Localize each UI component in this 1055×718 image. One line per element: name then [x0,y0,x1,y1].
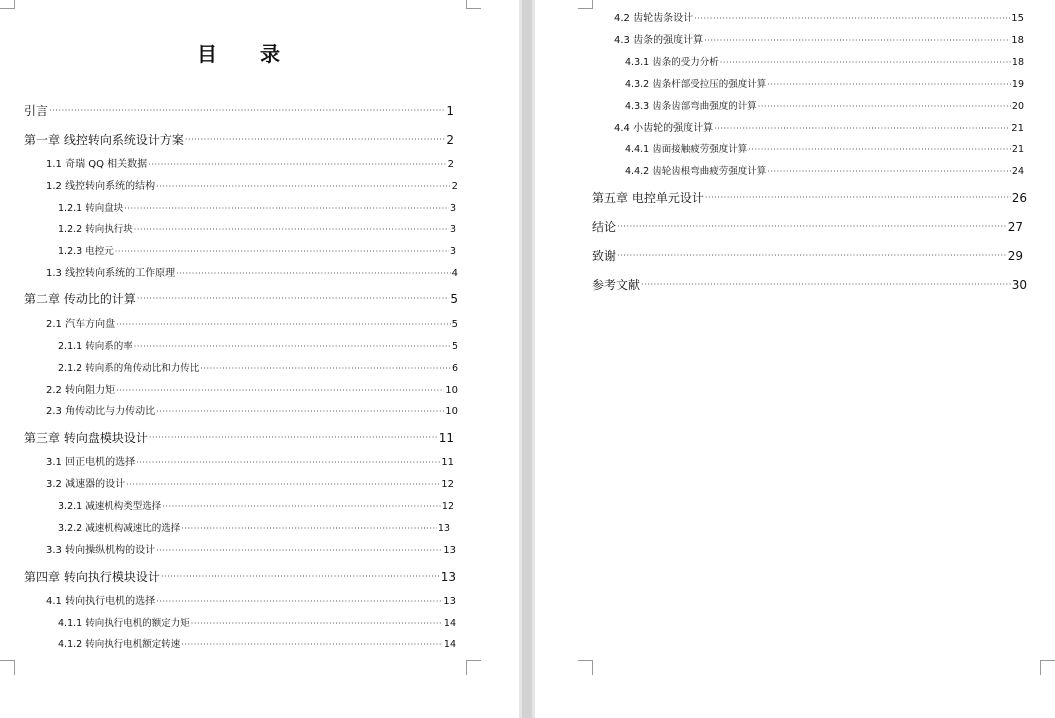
toc-leader-dots [176,266,451,282]
toc-leader-dots [156,404,444,420]
toc-entry-page: 21 [1011,144,1024,155]
toc-entry[interactable] [614,121,1024,137]
toc-entry[interactable] [24,103,454,119]
toc-entry[interactable] [46,477,454,493]
toc-leader-dots [136,455,440,471]
toc-entry-page: 18 [1011,35,1024,46]
toc-entry[interactable] [24,430,454,446]
toc-entry[interactable] [58,339,458,355]
toc-entry[interactable] [46,317,458,333]
toc-entry-page: 3 [449,203,456,214]
toc-entry-page: 4 [451,268,458,279]
toc-entry-label: 1.2.3 电控元 [58,246,114,257]
toc-entry-label: 2.1.1 转向系的率 [58,341,133,352]
page-corner-mark [578,0,593,9]
toc-entry-label: 4.1.1 转向执行电机的额定力矩 [58,618,190,629]
toc-entry-label: 1.2 线控转向系统的结构 [46,181,156,192]
toc-title: 目 录 [197,42,298,66]
toc-entry-page: 30 [1011,278,1027,292]
toc-entry-page: 10 [445,385,458,396]
toc-entry-label: 2.3 角传动比与力传动比 [46,406,156,417]
toc-entry-label: 第一章 线控转向系统设计方案 [24,133,184,147]
toc-entry[interactable] [58,222,456,238]
toc-entry[interactable] [46,404,458,420]
toc-entry-label: 3.2 减速器的设计 [46,479,126,490]
toc-leader-dots [185,132,446,148]
toc-leader-dots [149,430,438,446]
toc-entry[interactable] [58,616,456,632]
toc-entry-page: 13 [437,523,450,534]
toc-leader-dots [116,383,444,399]
toc-entry[interactable] [46,179,458,195]
toc-entry-page: 2 [446,133,454,147]
toc-leader-dots [748,142,1011,158]
toc-entry[interactable] [625,99,1024,115]
toc-entry-page: 11 [438,431,454,445]
page-corner-mark [466,660,481,675]
toc-entry[interactable] [614,33,1024,49]
toc-leader-dots [181,521,437,537]
toc-leader-dots [156,594,442,610]
toc-entry-page: 2 [447,159,454,170]
toc-entry[interactable] [58,521,450,537]
toc-entry-page: 15 [1011,13,1024,24]
toc-entry-page: 18 [1011,57,1024,68]
toc-entry[interactable] [46,543,456,559]
toc-entry-label: 2.1.2 转向系的角传动比和力传比 [58,363,200,374]
toc-leader-dots [200,361,451,377]
toc-leader-dots [116,317,451,333]
toc-leader-dots [641,277,1011,293]
toc-entry-page: 6 [451,363,458,374]
toc-entry-label: 2.1 汽车方向盘 [46,319,116,330]
page-corner-mark [578,660,593,675]
toc-leader-dots [767,164,1011,180]
toc-entry-label: 1.3 线控转向系统的工作原理 [46,268,176,279]
toc-entry-page: 5 [451,319,458,330]
toc-entry-label: 4.4 小齿轮的强度计算 [614,123,714,134]
toc-leader-dots [126,477,440,493]
toc-entry-label: 引言 [24,104,49,118]
toc-leader-dots [162,499,441,515]
toc-entry[interactable] [46,157,454,173]
toc-entry[interactable] [625,77,1024,93]
toc-leader-dots [49,103,445,119]
toc-entry-page: 5 [451,341,458,352]
toc-entry-page: 2 [451,181,458,192]
toc-entry-page: 19 [1011,79,1024,90]
toc-entry[interactable] [46,266,458,282]
toc-entry-label: 参考文献 [592,278,641,292]
toc-entry-page: 13 [443,596,456,607]
toc-leader-dots [115,244,449,260]
toc-entry-label: 致谢 [592,249,617,263]
toc-entry[interactable] [58,637,456,653]
toc-entry-page: 20 [1011,101,1024,112]
toc-leader-dots [134,339,451,355]
toc-entry-page: 29 [1007,249,1023,263]
toc-entry[interactable] [592,190,1027,206]
toc-entry[interactable] [625,164,1024,180]
page-corner-mark [466,0,481,9]
page-corner-mark [1040,660,1055,675]
toc-leader-dots [156,179,451,195]
toc-leader-dots [124,201,449,217]
toc-entry[interactable] [58,244,456,260]
toc-entry-label: 4.3 齿条的强度计算 [614,35,704,46]
toc-leader-dots [694,11,1010,27]
toc-entry-page: 24 [1011,166,1024,177]
document-page-left [0,0,519,718]
toc-entry-label: 3.2.1 减速机构类型选择 [58,501,162,512]
toc-entry-page: 10 [445,406,458,417]
toc-entry-label: 3.3 转向操纵机构的设计 [46,545,156,556]
toc-leader-dots [191,616,443,632]
toc-leader-dots [704,33,1010,49]
toc-leader-dots [720,55,1011,71]
toc-entry-label: 4.4.2 齿轮齿根弯曲疲劳强度计算 [625,166,767,177]
toc-entry-label: 4.4.1 齿面接触疲劳强度计算 [625,144,748,155]
page-corner-mark [0,660,15,675]
toc-entry[interactable] [592,277,1027,293]
toc-entry-page: 1 [446,104,454,118]
toc-entry-label: 4.3.1 齿条的受力分析 [625,57,719,68]
toc-entry-page: 27 [1007,220,1023,234]
toc-leader-dots [705,190,1011,206]
toc-leader-dots [181,637,443,653]
toc-entry[interactable] [46,455,454,471]
toc-entry-page: 26 [1011,191,1027,205]
page-corner-mark [0,0,15,9]
toc-leader-dots [758,99,1011,115]
toc-entry-label: 第二章 传动比的计算 [24,292,136,306]
toc-leader-dots [137,291,450,307]
document-page-right [535,0,1055,718]
toc-leader-dots [617,248,1007,264]
toc-entry[interactable] [592,219,1023,235]
toc-entry-page: 12 [441,501,454,512]
toc-entry[interactable] [46,383,458,399]
toc-entry-label: 1.2.2 转向执行块 [58,224,133,235]
toc-entry-label: 1.2.1 转向盘块 [58,203,124,214]
toc-entry-page: 11 [441,457,454,468]
toc-entry[interactable] [46,594,456,610]
toc-entry[interactable] [24,132,454,148]
toc-entry-label: 3.2.2 减速机构减速比的选择 [58,523,181,534]
toc-entry-label: 4.3.3 齿条齿部弯曲强度的计算 [625,101,757,112]
toc-entry-label: 4.2 齿轮齿条设计 [614,13,694,24]
toc-entry-page: 12 [441,479,454,490]
toc-entry-label: 3.1 回正电机的选择 [46,457,136,468]
toc-entry-page: 3 [449,246,456,257]
toc-entry-label: 第五章 电控单元设计 [592,191,704,205]
toc-leader-dots [148,157,446,173]
toc-entry-label: 2.2 转向阻力矩 [46,385,116,396]
toc-leader-dots [134,222,449,238]
toc-entry-page: 14 [443,639,456,650]
toc-entry[interactable] [614,11,1024,27]
toc-entry[interactable] [625,142,1024,158]
page-separator [519,0,535,718]
toc-entry[interactable] [58,361,458,377]
toc-entry-label: 4.1.2 转向执行电机额定转速 [58,639,181,650]
toc-entry[interactable] [592,248,1023,264]
toc-entry[interactable] [625,55,1024,71]
toc-entry-page: 3 [449,224,456,235]
toc-entry[interactable] [58,201,456,217]
toc-entry-page: 13 [443,545,456,556]
toc-entry[interactable] [24,569,456,585]
toc-leader-dots [161,569,440,585]
toc-leader-dots [617,219,1007,235]
toc-entry-label: 4.3.2 齿条杆部受拉压的强度计算 [625,79,767,90]
toc-entry-page: 13 [440,570,456,584]
toc-entry[interactable] [24,291,458,307]
toc-entry-label: 1.1 奇瑞 QQ 相关数据 [46,159,148,170]
toc-entry-label: 结论 [592,220,617,234]
toc-entry[interactable] [58,499,454,515]
toc-entry-page: 14 [443,618,456,629]
toc-entry-label: 第三章 转向盘模块设计 [24,431,148,445]
toc-leader-dots [714,121,1010,137]
toc-leader-dots [767,77,1011,93]
toc-entry-label: 第四章 转向执行模块设计 [24,570,160,584]
toc-entry-label: 4.1 转向执行电机的选择 [46,596,156,607]
toc-entry-page: 5 [450,292,458,306]
toc-entry-page: 21 [1011,123,1024,134]
toc-leader-dots [156,543,442,559]
